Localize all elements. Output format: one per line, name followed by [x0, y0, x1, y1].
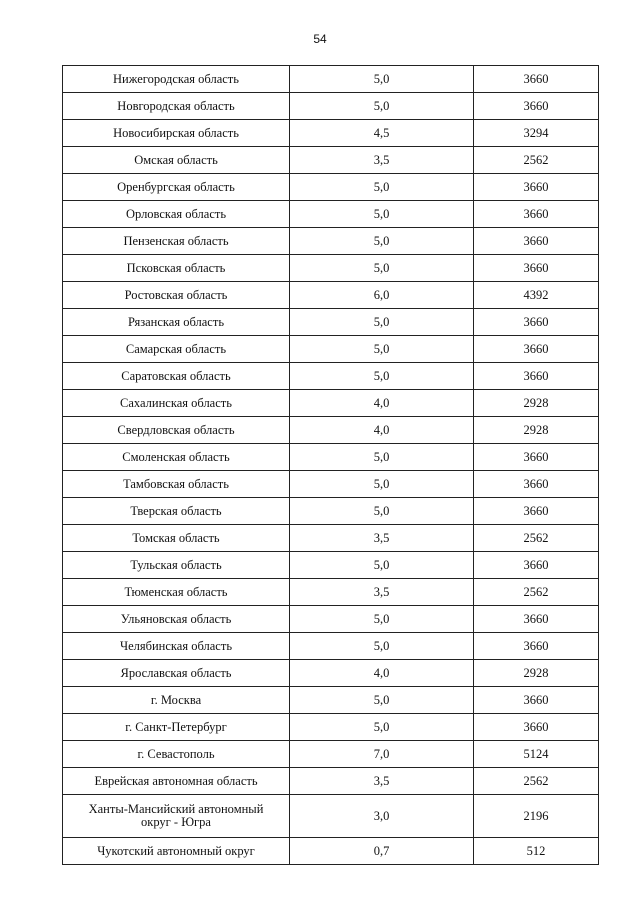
table-row — [63, 417, 599, 444]
amount-cell: 3660 — [474, 606, 599, 633]
rate-cell: 3,5 — [290, 579, 474, 606]
table-row — [63, 444, 599, 471]
amount-cell: 3660 — [474, 471, 599, 498]
rate-cell: 5,0 — [290, 471, 474, 498]
amount-cell: 3660 — [474, 66, 599, 93]
amount-cell: 4392 — [474, 282, 599, 309]
region-cell: Омская область — [63, 147, 290, 174]
table-row — [63, 93, 599, 120]
table-row — [63, 606, 599, 633]
region-cell: Тверская область — [63, 498, 290, 525]
region-cell: Оренбургская область — [63, 174, 290, 201]
amount-cell: 3660 — [474, 228, 599, 255]
rate-cell: 5,0 — [290, 66, 474, 93]
amount-cell: 2928 — [474, 417, 599, 444]
region-cell: г. Москва — [63, 687, 290, 714]
rate-cell: 6,0 — [290, 282, 474, 309]
rate-cell: 3,0 — [290, 795, 474, 838]
region-cell: Ростовская область — [63, 282, 290, 309]
amount-cell: 2562 — [474, 579, 599, 606]
region-cell: Ульяновская область — [63, 606, 290, 633]
region-cell: Ханты-Мансийский автономный округ - Югра — [63, 795, 290, 838]
table-row — [63, 147, 599, 174]
rate-cell: 5,0 — [290, 552, 474, 579]
rate-cell: 5,0 — [290, 606, 474, 633]
region-cell: Еврейская автономная область — [63, 768, 290, 795]
amount-cell: 3660 — [474, 498, 599, 525]
rate-cell: 5,0 — [290, 201, 474, 228]
table-row — [63, 714, 599, 741]
region-cell: Псковская область — [63, 255, 290, 282]
rate-cell: 3,5 — [290, 768, 474, 795]
table-row — [63, 228, 599, 255]
amount-cell: 512 — [474, 838, 599, 865]
table-row — [63, 120, 599, 147]
region-cell: Самарская область — [63, 336, 290, 363]
region-cell: Челябинская область — [63, 633, 290, 660]
amount-cell: 2562 — [474, 768, 599, 795]
amount-cell: 3660 — [474, 714, 599, 741]
table-row — [63, 687, 599, 714]
rate-cell: 5,0 — [290, 174, 474, 201]
table-row — [63, 660, 599, 687]
amount-cell: 3660 — [474, 687, 599, 714]
rate-cell: 5,0 — [290, 93, 474, 120]
amount-cell: 3660 — [474, 363, 599, 390]
amount-cell: 3660 — [474, 255, 599, 282]
amount-cell: 3660 — [474, 552, 599, 579]
rate-cell: 3,5 — [290, 525, 474, 552]
amount-cell: 3660 — [474, 444, 599, 471]
table-row — [63, 838, 599, 865]
amount-cell: 2928 — [474, 390, 599, 417]
rate-cell: 5,0 — [290, 363, 474, 390]
amount-cell: 3660 — [474, 174, 599, 201]
amount-cell: 3660 — [474, 336, 599, 363]
table-row — [63, 390, 599, 417]
rate-cell: 5,0 — [290, 336, 474, 363]
page-number: 54 — [313, 32, 327, 46]
rate-cell: 5,0 — [290, 255, 474, 282]
rate-cell: 4,5 — [290, 120, 474, 147]
table-row — [63, 741, 599, 768]
amount-cell: 5124 — [474, 741, 599, 768]
region-cell: Сахалинская область — [63, 390, 290, 417]
rate-cell: 5,0 — [290, 498, 474, 525]
table-row — [63, 363, 599, 390]
rate-cell: 4,0 — [290, 660, 474, 687]
rate-cell: 0,7 — [290, 838, 474, 865]
region-cell: Томская область — [63, 525, 290, 552]
region-cell: Тамбовская область — [63, 471, 290, 498]
amount-cell: 2562 — [474, 525, 599, 552]
rate-cell: 5,0 — [290, 687, 474, 714]
region-cell: Свердловская область — [63, 417, 290, 444]
rate-cell: 4,0 — [290, 390, 474, 417]
rate-cell: 5,0 — [290, 633, 474, 660]
table-row — [63, 579, 599, 606]
table-row — [63, 309, 599, 336]
table-row — [63, 282, 599, 309]
region-cell: Новосибирская область — [63, 120, 290, 147]
amount-cell: 3294 — [474, 120, 599, 147]
amount-cell: 2562 — [474, 147, 599, 174]
amount-cell: 3660 — [474, 309, 599, 336]
amount-cell: 3660 — [474, 633, 599, 660]
amount-cell: 2196 — [474, 795, 599, 838]
table-row — [63, 174, 599, 201]
amount-cell: 3660 — [474, 93, 599, 120]
rate-cell: 5,0 — [290, 444, 474, 471]
region-cell: Пензенская область — [63, 228, 290, 255]
rate-cell: 4,0 — [290, 417, 474, 444]
region-cell: Смоленская область — [63, 444, 290, 471]
region-cell: Саратовская область — [63, 363, 290, 390]
regions-table — [62, 65, 599, 865]
table-row — [63, 552, 599, 579]
table-row — [63, 66, 599, 93]
rate-cell: 3,5 — [290, 147, 474, 174]
amount-cell: 2928 — [474, 660, 599, 687]
rate-cell: 7,0 — [290, 741, 474, 768]
rate-cell: 5,0 — [290, 228, 474, 255]
table-row — [63, 633, 599, 660]
table-row — [63, 255, 599, 282]
amount-cell: 3660 — [474, 201, 599, 228]
table-row — [63, 471, 599, 498]
table-row — [63, 201, 599, 228]
region-cell: г. Севастополь — [63, 741, 290, 768]
region-cell: г. Санкт-Петербург — [63, 714, 290, 741]
table-row — [63, 498, 599, 525]
region-cell: Нижегородская область — [63, 66, 290, 93]
table-row — [63, 768, 599, 795]
rate-cell: 5,0 — [290, 714, 474, 741]
region-cell: Чукотский автономный округ — [63, 838, 290, 865]
region-cell: Ярославская область — [63, 660, 290, 687]
table-row — [63, 795, 599, 838]
region-cell: Тюменская область — [63, 579, 290, 606]
region-cell: Рязанская область — [63, 309, 290, 336]
region-cell: Тульская область — [63, 552, 290, 579]
region-cell: Новгородская область — [63, 93, 290, 120]
table-row — [63, 336, 599, 363]
region-cell: Орловская область — [63, 201, 290, 228]
table-row — [63, 525, 599, 552]
rate-cell: 5,0 — [290, 309, 474, 336]
